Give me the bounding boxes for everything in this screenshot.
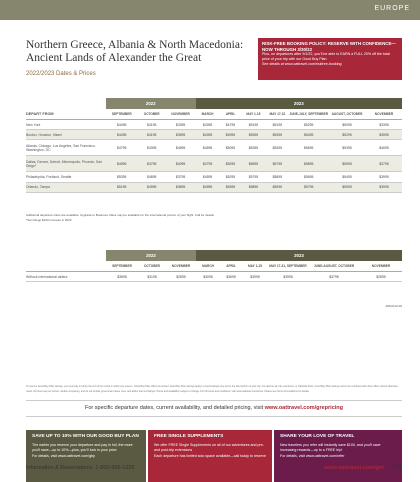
price-cell: $3795 bbox=[166, 172, 196, 182]
price-cell: $5395 bbox=[241, 130, 265, 140]
price-cell: $4395 bbox=[196, 120, 220, 130]
price-cell: $5595 bbox=[241, 156, 265, 172]
price-cell: $5795 bbox=[265, 156, 289, 172]
price-table-with-air bbox=[26, 98, 402, 193]
table-row bbox=[26, 130, 402, 140]
box-link[interactable]: For details, visit www.oattravel.com/refer bbox=[280, 453, 345, 458]
price-cell: $5395 bbox=[106, 172, 138, 182]
price-cell: $4995 bbox=[106, 156, 138, 172]
price-cell: $5495 bbox=[289, 130, 328, 140]
table-row bbox=[26, 120, 402, 130]
price-cell: $3995 bbox=[268, 272, 308, 282]
price-cell: $4395 bbox=[196, 130, 220, 140]
price-cell: $5295 bbox=[328, 130, 366, 140]
departure-city: Without international airfare bbox=[26, 272, 106, 282]
price-table-without-air bbox=[26, 250, 402, 282]
price-cell: $5495 bbox=[328, 172, 366, 182]
price-cell: $4095 bbox=[166, 156, 196, 172]
year-2023: 2023 bbox=[196, 250, 402, 261]
box-heading: FREE SINGLE SUPPLEMENTS bbox=[154, 434, 224, 439]
column-header: AUGUST, OCTOBER bbox=[328, 109, 366, 120]
price-cell: $3095 bbox=[196, 272, 220, 282]
price-cell: $4695 bbox=[138, 172, 166, 182]
column-header: MAY 17-31, SEPTEMBER bbox=[268, 261, 308, 272]
price-cell: $5195 bbox=[265, 120, 289, 130]
price-cell: $3795 bbox=[308, 272, 360, 282]
price-cell: $5695 bbox=[289, 172, 328, 182]
price-cell: $4395 bbox=[138, 140, 166, 156]
column-header: DEPART FROM bbox=[26, 109, 106, 120]
departure-city: Atlanta, Chicago, Los Angeles, San Francisco, Washington, DC bbox=[26, 140, 106, 156]
good-buy-plan-box bbox=[26, 430, 146, 482]
pricing-link[interactable]: www.oattravel.com/grepricing bbox=[264, 405, 343, 411]
year-2022: 2022 bbox=[106, 98, 196, 109]
year-header-row bbox=[26, 250, 402, 261]
price-cell: $3595 bbox=[166, 130, 196, 140]
promo-link[interactable]: See details at www.oattravel.com/riskfree-booking bbox=[262, 62, 342, 67]
price-cell: $5895 bbox=[265, 172, 289, 182]
price-cell: $5695 bbox=[289, 140, 328, 156]
footer-url[interactable]: www.oattravel.com/gre bbox=[323, 465, 384, 471]
price-cell: $5295 bbox=[220, 156, 242, 172]
column-header bbox=[26, 261, 106, 272]
dates-prices-heading: 2022/2023 Dates & Prices bbox=[26, 71, 96, 77]
table-note bbox=[26, 213, 402, 223]
year-2023: 2023 bbox=[196, 98, 402, 109]
price-cell: $3695 bbox=[106, 272, 138, 282]
price-cell: $3995 bbox=[366, 182, 402, 192]
price-cell: $5595 bbox=[328, 156, 366, 172]
reservations-phone: Information & Reservations: 1-800-955-1925 bbox=[26, 465, 135, 471]
price-cell: $4695 bbox=[166, 140, 196, 156]
column-header: MARCH bbox=[196, 261, 220, 272]
column-header: MARCH bbox=[196, 109, 220, 120]
box-heading: SHARE YOUR LOVE OF TRAVEL bbox=[280, 434, 355, 439]
price-cell: $4995 bbox=[138, 182, 166, 192]
column-header: MAY 1-15 bbox=[242, 261, 268, 272]
column-header: NOVEMBER bbox=[366, 109, 402, 120]
column-header: JUNE-AUGUST, OCTOBER bbox=[308, 261, 360, 272]
box-link: Each departure has limited solo space available—call today to reserve bbox=[154, 453, 266, 458]
trip-title: Northern Greece, Albania & North Macedonia: Ancient Lands of Alexander the Great bbox=[26, 39, 244, 64]
price-cell: $4695 bbox=[366, 140, 402, 156]
column-header: SEPTEMBER bbox=[106, 261, 138, 272]
column-header: APRIL bbox=[220, 261, 242, 272]
divider bbox=[26, 416, 402, 417]
column-header: APRIL bbox=[220, 109, 242, 120]
column-header-row bbox=[26, 261, 402, 272]
price-cell: $5795 bbox=[289, 182, 328, 192]
price-cell: $5795 bbox=[241, 172, 265, 182]
price-cell: $3795 bbox=[366, 156, 402, 172]
price-cell: $5395 bbox=[265, 130, 289, 140]
price-cell: $3395 bbox=[366, 120, 402, 130]
column-header-row bbox=[26, 109, 402, 120]
price-cell: $3395 bbox=[166, 120, 196, 130]
refer-friend-box bbox=[274, 430, 402, 482]
table-row bbox=[26, 272, 402, 282]
price-cell: $5995 bbox=[265, 182, 289, 192]
price-cell: $5195 bbox=[106, 182, 138, 192]
box-body: We offer FREE Single Supplements on all of our adventures and pre- and post-trip extensions bbox=[154, 443, 264, 453]
column-header: JUNE-JULY, SEPTEMBER bbox=[289, 109, 328, 120]
departure-cities-note: Additional departure cities are available. Upgrade to Business Class may be available for the international portion of your flight. Call for details. bbox=[26, 213, 215, 217]
price-cell: $5895 bbox=[241, 182, 265, 192]
column-header: NOVEMBER bbox=[360, 261, 402, 272]
price-cell: $4795 bbox=[220, 120, 242, 130]
price-cell: $5595 bbox=[328, 182, 366, 192]
table-row bbox=[26, 182, 402, 192]
fine-print: To reserve Good Buy Plan savings, you must pay in full by the end of the month in which you reserve. Good Buy Plan offers are limited. Good Buy Plan savings apply to new bookings only and to the land portion of your trip; not valid on air, trip extensions, or Optional Tours. Good Buy Plan savings cannot be combined with other offers unless otherwise noted. All prices are per person, double occupancy, and do not include government taxes, fees, and airline fuel surcharges. Prices and availability subject to change. For full terms and conditions, visit www.oattravel.com/terms. Please see Terms & Conditions for details. bbox=[26, 385, 398, 393]
table-row bbox=[26, 156, 402, 172]
price-cell: $4595 bbox=[196, 140, 220, 156]
price-cell: $3995 bbox=[242, 272, 268, 282]
price-cell: $5395 bbox=[241, 140, 265, 156]
promo-heading: RISK-FREE BOOKING POLICY: RESERVE WITH CONFIDENCE—NOW THROUGH 3/30/22 bbox=[262, 41, 396, 52]
departure-city: New York bbox=[26, 120, 106, 130]
departure-city: Philadelphia, Portland, Seattle bbox=[26, 172, 106, 182]
table-row bbox=[26, 140, 402, 156]
column-header: SEPTEMBER bbox=[106, 109, 138, 120]
cta-text: For specific departure dates, current availability, and detailed pricing, visit bbox=[85, 405, 264, 411]
price-cell: $5395 bbox=[220, 182, 242, 192]
year-2022: 2022 bbox=[106, 250, 196, 261]
price-cell: $3695 bbox=[220, 272, 242, 282]
departure-city: Dallas, Denver, Detroit, Minneapolis, Phoenix, San Diego* bbox=[26, 156, 106, 172]
price-cell: $3895 bbox=[166, 182, 196, 192]
column-header: OCTOBER bbox=[138, 261, 166, 272]
column-header: MAY 17-31 bbox=[265, 109, 289, 120]
price-cell: $5295 bbox=[220, 172, 242, 182]
single-supplements-box bbox=[148, 430, 272, 482]
price-cell: $4795 bbox=[196, 156, 220, 172]
price-cell: $4495 bbox=[106, 130, 138, 140]
divider bbox=[26, 400, 402, 401]
price-cell: $5895 bbox=[289, 156, 328, 172]
price-cell: $5195 bbox=[241, 120, 265, 130]
table-row bbox=[26, 172, 402, 182]
price-cell: $4595 bbox=[196, 172, 220, 182]
price-cell: $3195 bbox=[138, 272, 166, 282]
price-cell: $5295 bbox=[289, 120, 328, 130]
pricing-cta bbox=[26, 405, 402, 411]
price-cell: $5095 bbox=[328, 120, 366, 130]
section-label: EUROPE bbox=[374, 5, 410, 12]
departure-city: Boston, Houston, Miami bbox=[26, 130, 106, 140]
price-cell: $2895 bbox=[166, 272, 196, 282]
box-body: New travelers you refer will instantly save $100, and you'll save increasing rewards—up to a FREE trip! bbox=[280, 443, 381, 453]
box-heading: SAVE UP TO 10% WITH OUR GOOD BUY PLAN bbox=[32, 434, 139, 439]
price-cell: $4495 bbox=[106, 120, 138, 130]
price-cell: $2895 bbox=[360, 272, 402, 282]
risk-free-promo bbox=[258, 38, 402, 80]
section-banner bbox=[0, 0, 420, 20]
price-cell: $4195 bbox=[138, 130, 166, 140]
price-cell: $4995 bbox=[196, 182, 220, 192]
page-number: 171 bbox=[392, 465, 402, 471]
departure-city: Orlando, Tampa bbox=[26, 182, 106, 192]
price-cell: $4195 bbox=[138, 120, 166, 130]
year-header-row bbox=[26, 98, 402, 109]
price-cell: $4795 bbox=[138, 156, 166, 172]
box-link[interactable]: For details, visit www.oattravel.com/gbp bbox=[32, 453, 96, 458]
column-header: OCTOBER bbox=[138, 109, 166, 120]
box-body: The earlier you reserve your departure and pay in full, the more you'll save—up to 10%—plus, you'll lock in your price bbox=[32, 443, 133, 453]
price-cell: $4795 bbox=[106, 140, 138, 156]
trip-code: AMCN12-00 bbox=[385, 304, 402, 308]
price-cell: $5395 bbox=[328, 140, 366, 156]
promo-body: Plus, on departures after 9/1/22, you'll be able to EARN a FULL 20% off the total price of your trip with our Good Buy Plan bbox=[262, 52, 390, 62]
price-cell: $5095 bbox=[220, 140, 242, 156]
column-header: MAY 1-15 bbox=[241, 109, 265, 120]
price-cell: $3995 bbox=[366, 172, 402, 182]
column-header: NOVEMBER bbox=[166, 109, 196, 120]
san-diego-footnote: *San Diego $100 increase in 2022 bbox=[26, 218, 72, 222]
column-header: NOVEMBER bbox=[166, 261, 196, 272]
price-cell: $5395 bbox=[265, 140, 289, 156]
price-cell: $4995 bbox=[220, 130, 242, 140]
price-cell: $3595 bbox=[366, 130, 402, 140]
